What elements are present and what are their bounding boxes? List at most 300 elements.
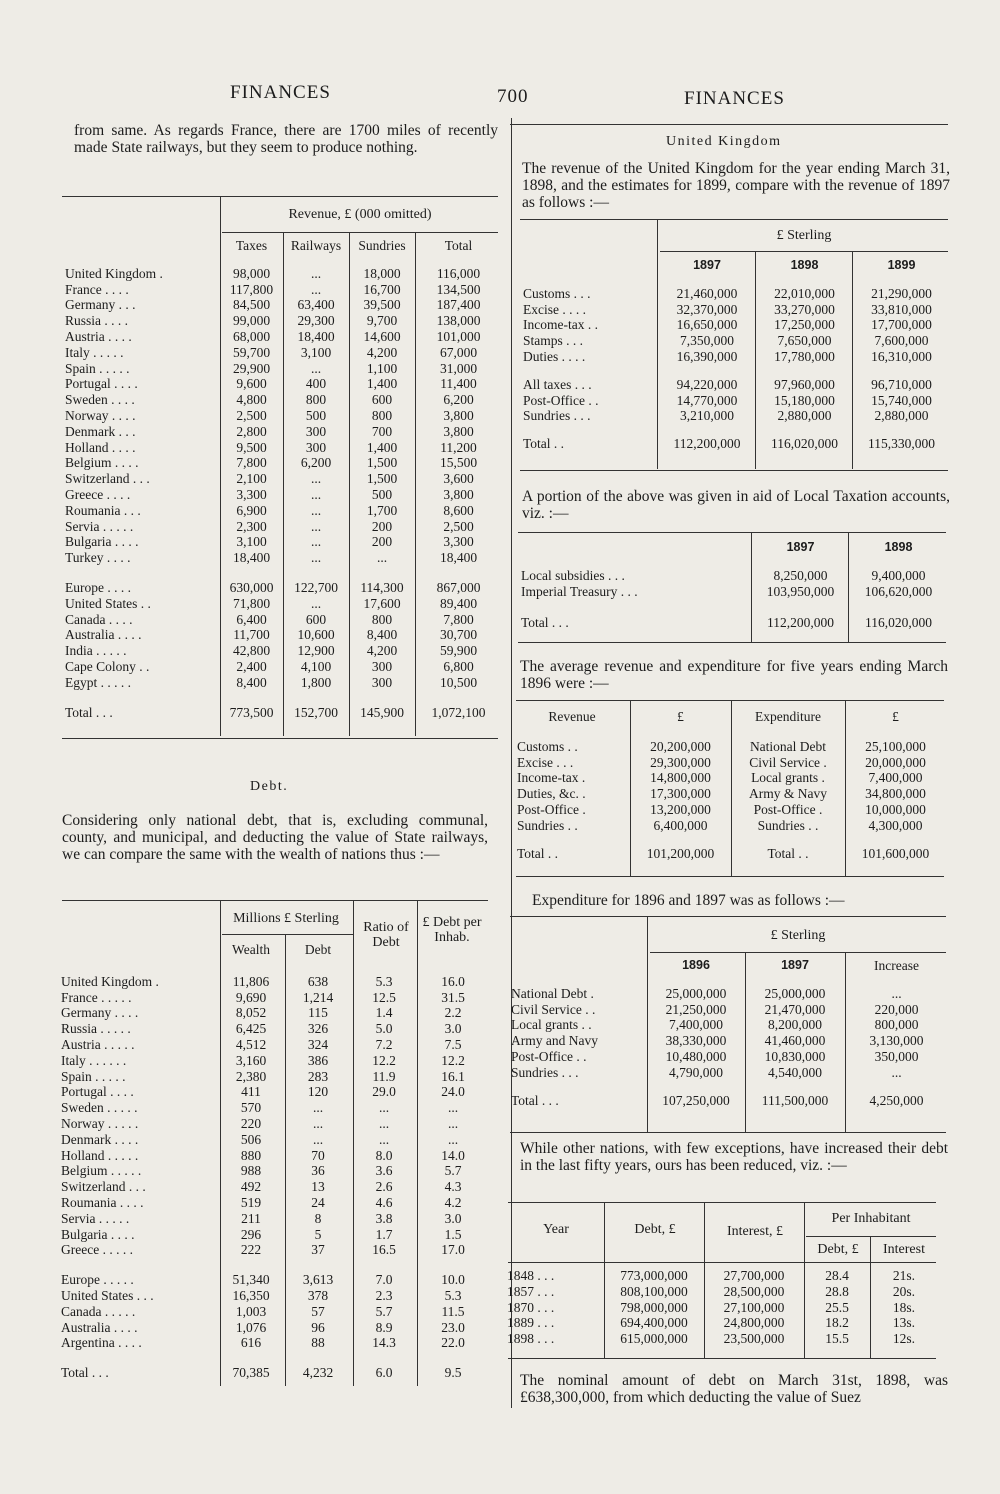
table-row <box>58 1211 490 1227</box>
average-paragraph: The average revenue and expenditure for five years ending March 1896 were :— <box>520 658 948 692</box>
cell-value: 4,200 <box>366 643 398 659</box>
cell-value: Local grants . <box>751 770 825 786</box>
row-label: Post-Office . <box>517 801 586 817</box>
row-label: Army and Navy <box>511 1033 598 1049</box>
cell-value: 988 <box>240 1163 262 1179</box>
row-label: Total . . <box>517 845 559 861</box>
col-header: Wealth <box>232 942 270 957</box>
cell-value: 8.0 <box>375 1147 393 1163</box>
cell-value: 5.7 <box>444 1163 462 1179</box>
cell-value: 29,300,000 <box>650 754 711 770</box>
row-label: United States . . <box>65 595 151 611</box>
table-row <box>508 986 948 1002</box>
t1-group-header: £ Sterling <box>776 228 832 243</box>
cell-value: 2,880,000 <box>777 408 832 424</box>
cell-value: 8,052 <box>235 1005 267 1021</box>
cell-value: 59,900 <box>439 643 478 659</box>
cell-value: 1,076 <box>235 1319 267 1335</box>
col-header: 1897 <box>693 258 721 272</box>
cell-value: 12.2 <box>372 1052 396 1068</box>
cell-value: 4,250,000 <box>869 1092 924 1108</box>
cell-value: 27,700,000 <box>723 1268 785 1283</box>
cell-value: 31,000 <box>439 360 478 376</box>
cell-value: 106,620,000 <box>864 583 933 599</box>
intro-paragraph: from same. As regards France, there are 1700 miles of recently made State railways, but they seem to produce nothing. <box>74 122 498 156</box>
table-row <box>504 1284 938 1300</box>
cell-value: 808,100,000 <box>620 1283 688 1299</box>
table-row <box>58 1069 490 1085</box>
table-row <box>58 1320 490 1336</box>
cell-value: 11,700 <box>233 627 270 643</box>
table-row <box>62 487 502 503</box>
cell-value: 134,500 <box>436 281 481 297</box>
cell-value: 3,600 <box>443 471 474 487</box>
table-row <box>62 345 502 361</box>
table-row <box>58 1037 490 1053</box>
cell-value: 4,100 <box>300 658 332 674</box>
table-row <box>514 755 946 771</box>
cell-value: 20s. <box>892 1283 916 1299</box>
cell-value: 36 <box>311 1163 325 1179</box>
cell-value: ... <box>891 1064 902 1080</box>
cell-value: 3,613 <box>302 1272 334 1288</box>
row-label: Belgium . . . . <box>65 455 139 471</box>
cell-value: 29.0 <box>372 1084 396 1100</box>
cell-value: 24.0 <box>441 1084 465 1100</box>
cell-value: 111,500,000 <box>761 1092 829 1108</box>
cell-value: 16,350 <box>232 1287 270 1303</box>
cell-value: 1,500 <box>366 455 398 471</box>
cell-value: 4,790,000 <box>669 1064 723 1080</box>
cell-value: 2,380 <box>235 1068 267 1084</box>
cell-value: 10,600 <box>297 627 335 643</box>
cell-value: 17.0 <box>441 1242 465 1258</box>
cell-value: 694,400,000 <box>620 1315 688 1331</box>
cell-value: 9,500 <box>236 439 267 455</box>
cell-value: 3,210,000 <box>680 408 734 424</box>
cell-value: ... <box>447 1131 459 1147</box>
local-taxation-table <box>518 540 948 631</box>
cell-value: 10,500 <box>439 674 478 690</box>
cell-value: 326 <box>307 1021 329 1037</box>
cell-value: 5.3 <box>375 973 393 989</box>
row-label: Bulgaria . . . . <box>65 534 139 550</box>
table-row <box>62 596 502 612</box>
cell-value: 3,100 <box>300 344 332 360</box>
table-row <box>62 643 502 659</box>
cell-value: 350,000 <box>874 1048 919 1064</box>
row-label: Australia . . . . <box>61 1319 138 1335</box>
table-row <box>58 1132 490 1148</box>
uk-paragraph: The revenue of the United Kingdom for the year ending March 31, 1898, and the estimates for 1899, compare with the revenue of 1897 as follows :— <box>522 160 950 211</box>
table-row <box>518 568 948 584</box>
cell-value: 57 <box>311 1303 325 1319</box>
right-running-head: FINANCES <box>684 88 785 109</box>
cell-value: 500 <box>305 407 327 423</box>
cell-value: 1.7 <box>375 1226 393 1242</box>
cell-value: 8 <box>314 1210 322 1226</box>
cell-value: 16.1 <box>441 1068 465 1084</box>
row-label: Canada . . . . <box>65 611 133 627</box>
table-row <box>58 1242 490 1258</box>
cell-value: 211 <box>241 1210 261 1226</box>
row-label: Greece . . . . . <box>61 1242 133 1258</box>
col-header: Railways <box>290 238 342 253</box>
row-label: Europe . . . . <box>65 579 131 595</box>
row-label: All taxes . . . <box>523 376 592 392</box>
row-label: United States . . . <box>61 1287 154 1303</box>
table-row <box>514 818 946 834</box>
cell-value: 25,100,000 <box>865 738 926 754</box>
cell-value: 20,000,000 <box>865 754 926 770</box>
row-label: Imperial Treasury . . . <box>521 583 638 599</box>
cell-value: ... <box>310 534 322 550</box>
cell-value: ... <box>310 518 322 534</box>
cell-value: 18.2 <box>825 1315 849 1331</box>
col-header: 1896 <box>682 958 710 972</box>
col-header: 1897 <box>781 958 809 972</box>
cell-value: ... <box>310 281 322 297</box>
cell-value: 9.5 <box>444 1365 462 1381</box>
row-label: Germany . . . . <box>61 1005 139 1021</box>
cell-value: 17,700,000 <box>871 317 932 333</box>
cell-value: 21,460,000 <box>676 285 738 301</box>
cell-value: 115,330,000 <box>868 436 935 452</box>
cell-value: 2,500 <box>236 407 267 423</box>
row-label: Servia . . . . . <box>65 518 134 534</box>
cell-value: 3,300 <box>443 534 474 550</box>
cell-value: 3.0 <box>444 1210 462 1226</box>
table-row <box>62 503 502 519</box>
col-header: 1898 <box>884 540 913 554</box>
cell-value: 89,400 <box>439 595 478 611</box>
cell-value: 10,480,000 <box>665 1048 727 1064</box>
table-row <box>508 1065 948 1081</box>
year-header: Year <box>543 1222 569 1237</box>
cell-value: 25,000,000 <box>665 985 727 1001</box>
cell-value: 1,214 <box>302 989 334 1005</box>
table-row <box>58 1116 490 1132</box>
cell-value: 84,500 <box>232 297 271 313</box>
cell-value: 500 <box>371 486 393 502</box>
table-row <box>514 770 946 786</box>
cell-value: 70 <box>311 1147 325 1163</box>
row-label: Spain . . . . . <box>61 1068 126 1084</box>
cell-value: ... <box>310 471 322 487</box>
cell-value: 6,200 <box>443 392 474 408</box>
row-label: Austria . . . . . <box>61 1036 135 1052</box>
cell-value: 98,000 <box>232 265 271 281</box>
cell-value: 27,100,000 <box>723 1299 785 1315</box>
table-row <box>520 317 950 333</box>
interest-header: Interest, £ <box>727 1224 783 1239</box>
cell-value: 222 <box>240 1242 262 1258</box>
cell-value: 9,400,000 <box>871 567 926 583</box>
cell-value: 21,250,000 <box>665 1001 727 1017</box>
cell-value: 31.5 <box>441 989 465 1005</box>
cell-value: 187,400 <box>436 297 481 313</box>
cell-value: 16.5 <box>372 1242 396 1258</box>
cell-value: 21,470,000 <box>764 1001 826 1017</box>
table-row <box>62 297 502 313</box>
cell-value: 600 <box>371 392 393 408</box>
cell-value: 7,400,000 <box>868 770 923 786</box>
cell-value: 16,650,000 <box>676 317 738 333</box>
cell-value: 107,250,000 <box>662 1092 730 1108</box>
table-row <box>514 739 946 755</box>
row-label: Norway . . . . <box>65 407 136 423</box>
cell-value: 3,300 <box>236 486 267 502</box>
cell-value: 96 <box>311 1319 325 1335</box>
table-row <box>504 1300 938 1316</box>
cell-value: 22.0 <box>441 1335 465 1351</box>
table-row <box>520 302 950 318</box>
cell-value: ... <box>310 550 322 566</box>
cell-value: ... <box>310 502 322 518</box>
uk-heading: United Kingdom <box>666 134 782 149</box>
cell-value: 11,400 <box>440 376 477 392</box>
cell-value: 3.8 <box>375 1210 393 1226</box>
table-row <box>62 440 502 456</box>
cell-value: 4,512 <box>235 1036 267 1052</box>
cell-value: 5.3 <box>444 1287 462 1303</box>
cell-value: 51,340 <box>232 1272 270 1288</box>
row-label: France . . . . . <box>61 989 132 1005</box>
cell-value: 800 <box>371 407 393 423</box>
cell-value: Sundries . . <box>757 817 819 833</box>
row-label: France . . . . <box>65 281 129 297</box>
row-label: Argentina . . . . <box>61 1335 142 1351</box>
cell-value: 21,290,000 <box>871 285 932 301</box>
cell-value: 16.0 <box>441 973 465 989</box>
table-row <box>520 349 950 365</box>
row-label: Local subsidies . . . <box>521 567 625 583</box>
cell-value: 1,400 <box>366 439 398 455</box>
cell-value: 5.7 <box>375 1303 393 1319</box>
row-label: Denmark . . . . <box>61 1131 139 1147</box>
cell-value: 25.5 <box>825 1299 849 1315</box>
row-label: Customs . . . <box>523 285 591 301</box>
cell-value: 378 <box>307 1287 329 1303</box>
table-row <box>58 990 490 1006</box>
table-row <box>58 1148 490 1164</box>
table-row <box>58 1163 490 1179</box>
cell-value: 6,400 <box>236 611 267 627</box>
cell-value: 798,000,000 <box>620 1299 688 1315</box>
table-row <box>514 786 946 802</box>
cell-value: 17,600 <box>363 595 401 611</box>
table-row <box>62 550 502 566</box>
cell-value: 800 <box>371 611 393 627</box>
cell-value: 300 <box>305 439 327 455</box>
table-row <box>62 580 502 596</box>
table-row <box>62 408 502 424</box>
row-label: 1889 . . . <box>507 1315 555 1331</box>
t4-group-header: £ Sterling <box>770 928 826 943</box>
cell-value: 152,700 <box>294 704 338 720</box>
row-label: Sundries . . . <box>511 1064 579 1080</box>
table-row <box>62 534 502 550</box>
total-row <box>58 1359 490 1381</box>
expenditure-paragraph: Expenditure for 1896 and 1897 was as follows :— <box>532 892 845 909</box>
table-row <box>62 376 502 392</box>
cell-value: 28.4 <box>825 1268 849 1283</box>
table-row <box>62 612 502 628</box>
row-label: India . . . . . <box>65 643 127 659</box>
row-label: Post-Office . . <box>511 1048 587 1064</box>
cell-value: 18,400 <box>297 328 335 344</box>
row-label: Italy . . . . . . <box>61 1052 127 1068</box>
debt-heading: Debt. <box>250 779 289 794</box>
per-inhab-debt-header: Debt, £ <box>817 1242 859 1257</box>
cell-value: 1,700 <box>366 502 398 518</box>
cell-value: 2,880,000 <box>874 408 929 424</box>
row-label: Canada . . . . . <box>61 1303 136 1319</box>
cell-value: 8.9 <box>375 1319 393 1335</box>
table-row <box>62 627 502 643</box>
cell-value: 220,000 <box>874 1001 919 1017</box>
cell-value: 117,800 <box>229 281 274 297</box>
cell-value: 15.5 <box>825 1331 849 1347</box>
table-row <box>62 659 502 675</box>
cell-value: 120 <box>307 1084 329 1100</box>
cell-value: 2.6 <box>375 1179 393 1195</box>
cell-value: 7,600,000 <box>874 333 929 349</box>
row-label: Turkey . . . . <box>65 550 131 566</box>
cell-value: 41,460,000 <box>764 1033 826 1049</box>
cell-value: 4,800 <box>236 392 267 408</box>
col-header: £ <box>892 709 899 724</box>
cell-value: Civil Service . <box>749 754 827 770</box>
table-row <box>62 471 502 487</box>
row-label: Duties, &c. . <box>517 786 586 802</box>
cell-value: 14,600 <box>363 328 401 344</box>
cell-value: 1.4 <box>375 1005 393 1021</box>
row-label: Egypt . . . . . <box>65 674 131 690</box>
cell-value: 15,740,000 <box>871 392 932 408</box>
cell-value: 33,810,000 <box>871 301 932 317</box>
col-header: Total <box>444 238 473 253</box>
col-header: Taxes <box>235 238 268 253</box>
cell-value: Army & Navy <box>749 786 827 802</box>
cell-value: 1,400 <box>366 376 398 392</box>
cell-value: 116,020,000 <box>865 615 932 631</box>
cell-value: 2,500 <box>443 518 474 534</box>
cell-value: 7,400,000 <box>669 1017 723 1033</box>
cell-value: 24 <box>311 1194 325 1210</box>
table-row <box>58 1084 490 1100</box>
cell-value: 1,500 <box>366 471 398 487</box>
cell-value: 18s. <box>892 1299 916 1315</box>
cell-value: ... <box>378 1115 390 1131</box>
cell-value: ... <box>378 1131 390 1147</box>
table-row <box>62 519 502 535</box>
cell-value: 324 <box>307 1036 329 1052</box>
row-label: Australia . . . . <box>65 627 142 643</box>
row-label: Norway . . . . . <box>61 1115 139 1131</box>
row-label: Switzerland . . . <box>61 1179 146 1195</box>
cell-value: 14,770,000 <box>676 392 738 408</box>
cell-value: 9,690 <box>235 989 267 1005</box>
cell-value: 1,003 <box>235 1303 267 1319</box>
row-label: Italy . . . . . <box>65 344 124 360</box>
cell-value: 773,500 <box>229 704 274 720</box>
table-row <box>62 313 502 329</box>
row-label: Europe . . . . . <box>61 1272 134 1288</box>
table-row <box>508 1033 948 1049</box>
cell-value: 59,700 <box>232 344 271 360</box>
cell-value: 112,200,000 <box>767 615 834 631</box>
cell-value: 30,700 <box>439 627 478 643</box>
cell-value: 4,200 <box>366 344 398 360</box>
cell-value: 29,300 <box>297 313 335 329</box>
row-label: Sundries . . <box>517 817 578 833</box>
cell-value: 773,000,000 <box>620 1268 688 1283</box>
cell-value: 3,130,000 <box>869 1033 924 1049</box>
cell-value: ... <box>312 1131 324 1147</box>
cell-value: 18,400 <box>439 550 478 566</box>
row-label: Servia . . . . . <box>61 1210 130 1226</box>
left-running-head: FINANCES <box>230 82 331 103</box>
total-row <box>508 1087 948 1109</box>
table-row <box>58 1227 490 1243</box>
cell-value: 101,200,000 <box>646 845 715 861</box>
cell-value: 2.3 <box>375 1287 393 1303</box>
row-label: Sweden . . . . . <box>61 1100 138 1116</box>
debt-group-header: Millions £ Sterling <box>233 911 339 926</box>
average-revenue-expenditure-table <box>514 709 946 861</box>
per-inhab-interest-header: Interest <box>883 1242 925 1257</box>
cell-value: 7.5 <box>444 1036 462 1052</box>
table-row <box>62 266 502 282</box>
cell-value: 115 <box>308 1005 328 1021</box>
cell-value: 8,600 <box>443 502 474 518</box>
cell-value: 28.8 <box>825 1283 849 1299</box>
table-row <box>504 1331 938 1347</box>
cell-value: 3,100 <box>236 534 267 550</box>
row-label: Austria . . . . <box>65 328 132 344</box>
cell-value: 519 <box>240 1194 262 1210</box>
table-row <box>62 329 502 345</box>
cell-value: 411 <box>241 1084 261 1100</box>
cell-value: 300 <box>305 423 327 439</box>
row-label: Post-Office . . <box>523 392 599 408</box>
table-row <box>58 1288 490 1304</box>
cell-value: ... <box>447 1115 459 1131</box>
table-row <box>62 392 502 408</box>
row-label: Local grants . . <box>511 1017 592 1033</box>
cell-value: 33,270,000 <box>774 301 835 317</box>
cell-value: 112,200,000 <box>673 436 741 452</box>
cell-value: 10,830,000 <box>764 1048 826 1064</box>
cell-value: 39,500 <box>363 297 401 313</box>
cell-value: 2,400 <box>236 658 267 674</box>
cell-value: 8,400 <box>366 627 398 643</box>
total-row <box>514 840 946 862</box>
cell-value: 116,020,000 <box>771 436 838 452</box>
total-row <box>520 430 950 452</box>
cell-value: 2.2 <box>444 1005 462 1021</box>
cell-value: 880 <box>240 1147 262 1163</box>
cell-value: 14,800,000 <box>650 770 711 786</box>
cell-value: 13 <box>311 1179 325 1195</box>
revenue-group-header: Revenue, £ (000 omitted) <box>288 207 432 222</box>
cell-value: ... <box>310 486 322 502</box>
cell-value: 1,800 <box>300 674 332 690</box>
cell-value: ... <box>312 1115 324 1131</box>
cell-value: 6,400,000 <box>653 817 708 833</box>
cell-value: 2,300 <box>236 518 267 534</box>
